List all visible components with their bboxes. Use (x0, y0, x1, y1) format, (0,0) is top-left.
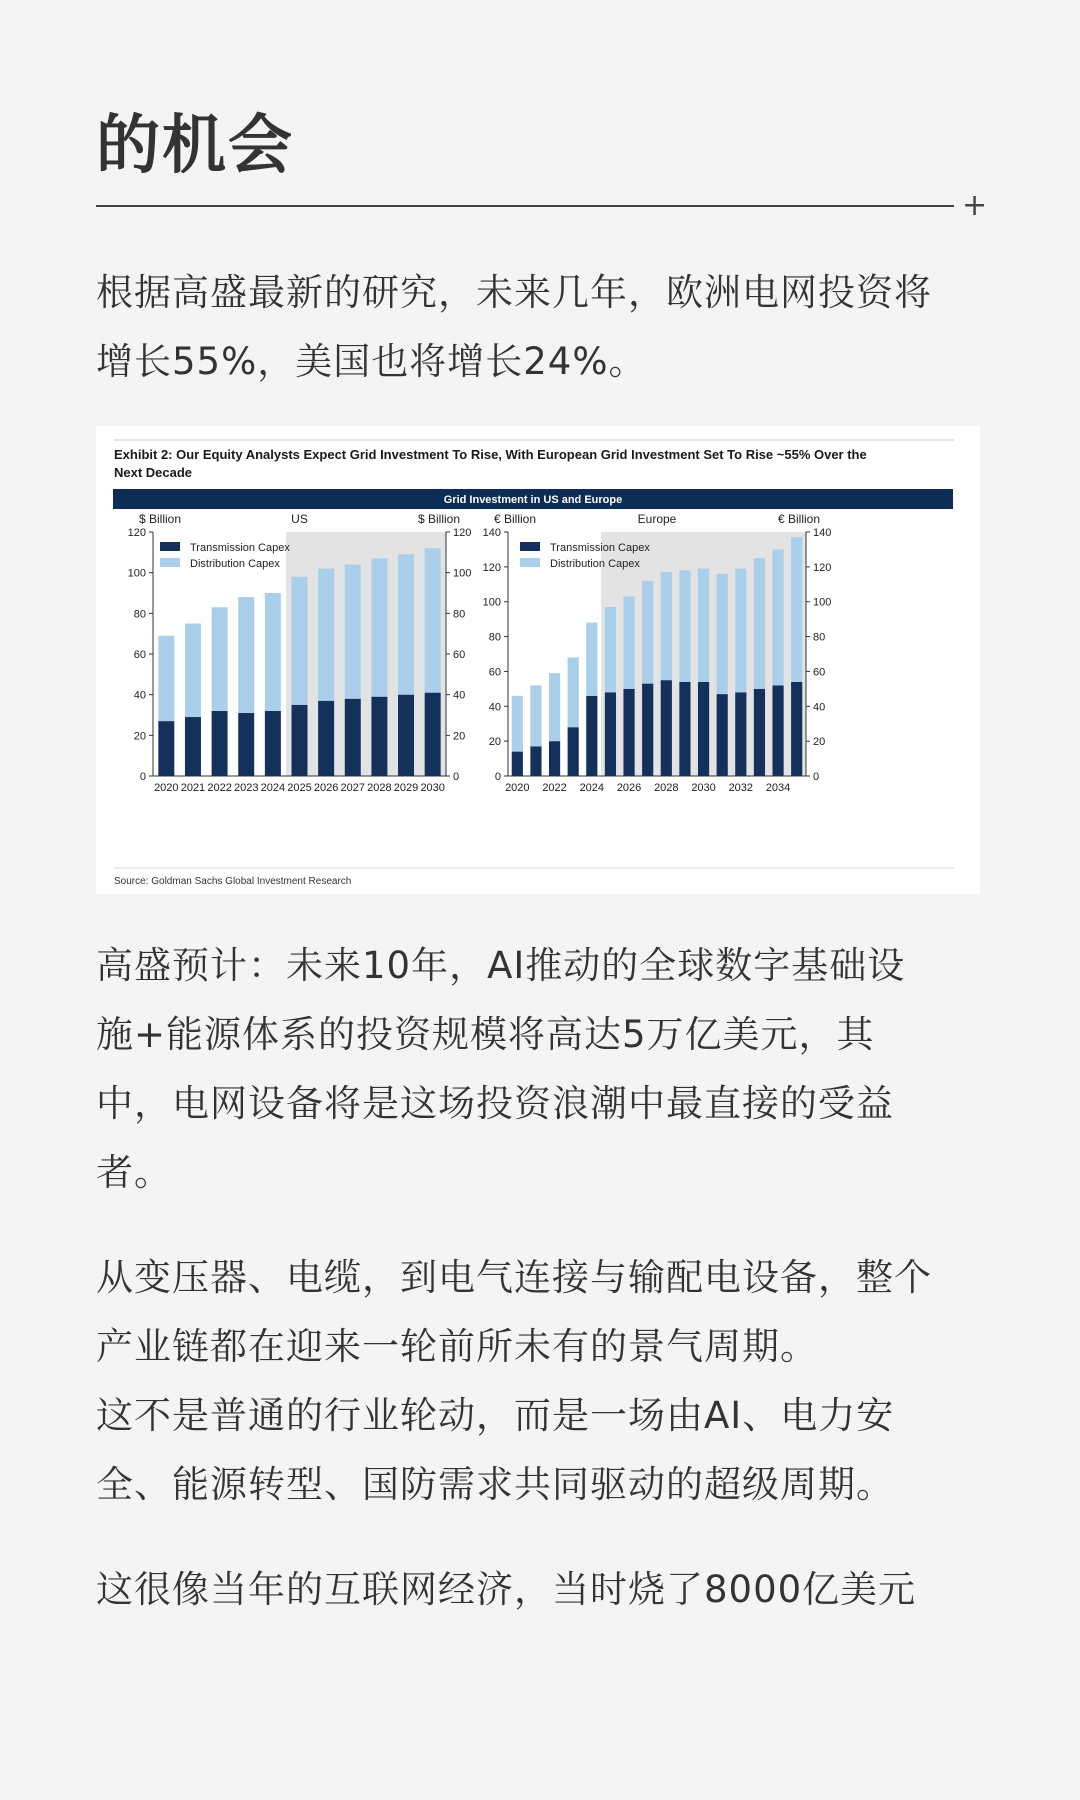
paragraph-line: 产业链都在迎来一轮前所未有的景气周期。 (96, 1325, 818, 1368)
x-tick-label: 2026 (616, 782, 642, 794)
y-tick-label: 40 (453, 689, 466, 702)
x-tick-label: 2029 (393, 782, 419, 794)
legend-swatch (520, 558, 540, 567)
x-tick-label: 2034 (765, 782, 791, 794)
y-tick-label: 60 (453, 649, 466, 661)
paragraph-line: 全、能源转型、国防需求共同驱动的超级周期。 (96, 1463, 894, 1506)
y-tick-label: 40 (488, 701, 501, 714)
bar-distribution (512, 696, 523, 752)
bar-distribution (772, 549, 783, 685)
bar-transmission (754, 689, 765, 776)
plus-icon[interactable]: + (962, 188, 988, 223)
x-tick-label: 2028 (367, 782, 392, 794)
paragraph-3 (96, 1243, 984, 1519)
y-tick-label: 20 (813, 736, 826, 749)
x-tick-label: 2022 (207, 782, 232, 794)
y-tick-label: 20 (133, 730, 146, 743)
x-tick-label: 2030 (420, 782, 445, 794)
bar-transmission (158, 721, 174, 776)
bar-distribution (754, 558, 765, 689)
y-tick-label: 40 (813, 701, 826, 714)
exhibit-title: Exhibit 2: Our Equity Analysts Expect Grid Investment To Rise, With European Grid Investment Set To Rise ~55% Over the (114, 447, 867, 462)
bar-distribution (212, 607, 228, 711)
y-tick-label: 140 (813, 527, 832, 539)
y-tick-label: 100 (813, 596, 832, 609)
x-tick-label: 2025 (287, 782, 312, 794)
legend-label: Transmission Capex (550, 542, 650, 554)
title-divider (96, 205, 954, 207)
paragraph-2 (96, 931, 984, 1207)
bar-distribution (679, 570, 690, 682)
y-axis-label: $ Billion (417, 512, 460, 526)
paragraph-line: 高盛预计：未来10年，AI推动的全球数字基础设 (96, 944, 906, 987)
y-tick-label: 60 (488, 666, 501, 679)
bar-transmission (425, 693, 441, 776)
y-tick-label: 20 (453, 730, 466, 743)
bar-transmission (698, 682, 709, 776)
bar-distribution (623, 596, 634, 688)
paragraph-line: 施+能源体系的投资规模将高达5万亿美元，其 (96, 1013, 875, 1056)
bar-transmission (265, 711, 281, 776)
paragraph-line: 根据高盛最新的研究，未来几年，欧洲电网投资将 (96, 271, 932, 314)
legend-label: Distribution Capex (190, 558, 280, 570)
bar-transmission (530, 746, 541, 776)
y-tick-label: 60 (133, 649, 146, 661)
bar-transmission (623, 689, 634, 776)
x-tick-label: 2032 (728, 782, 754, 794)
y-tick-label: 80 (488, 631, 501, 644)
bar-transmission (791, 682, 802, 776)
page-title: 的机会 (96, 109, 294, 183)
y-tick-label: 20 (488, 736, 501, 749)
exhibit-card (96, 426, 980, 894)
bar-distribution (661, 572, 672, 680)
paragraph-line: 增长55%，美国也将增长24%。 (96, 340, 647, 383)
bar-distribution (398, 554, 414, 694)
grid-investment-chart (96, 426, 980, 894)
paragraph-line: 中，电网设备将是这场投资浪潮中最直接的受益 (96, 1082, 894, 1125)
bar-distribution (605, 607, 616, 692)
bar-distribution (791, 537, 802, 682)
bar-distribution (425, 548, 441, 692)
chart-title: US (291, 512, 308, 526)
bar-transmission (549, 741, 560, 776)
y-tick-label: 120 (453, 527, 472, 539)
y-tick-label: 120 (127, 527, 146, 539)
exhibit-source: Source: Goldman Sachs Global Investment Research (114, 876, 352, 887)
y-tick-label: 0 (813, 771, 820, 783)
y-axis-label: € Billion (777, 512, 820, 526)
legend-swatch (520, 542, 540, 551)
bar-transmission (238, 713, 254, 776)
paragraph-line: 者。 (96, 1151, 172, 1194)
y-axis-label: € Billion (494, 512, 537, 526)
x-tick-label: 2028 (654, 782, 679, 794)
bar-distribution (530, 685, 541, 746)
bar-distribution (568, 657, 579, 727)
y-axis-label: $ Billion (139, 512, 182, 526)
bar-transmission (605, 692, 616, 776)
y-tick-label: 40 (133, 689, 146, 702)
bar-distribution (238, 597, 254, 713)
bar-transmission (717, 694, 728, 776)
bar-transmission (568, 727, 579, 776)
x-tick-label: 2024 (260, 782, 286, 794)
bar-transmission (679, 682, 690, 776)
legend-swatch (160, 558, 180, 567)
y-tick-label: 100 (127, 567, 146, 580)
x-tick-label: 2027 (340, 782, 366, 794)
bar-transmission (642, 684, 653, 776)
legend-swatch (160, 542, 180, 551)
y-tick-label: 140 (482, 527, 501, 539)
paragraph-4 (96, 1555, 984, 1624)
y-tick-label: 60 (813, 666, 826, 679)
bar-distribution (642, 581, 653, 684)
bar-distribution (698, 569, 709, 682)
y-tick-label: 120 (813, 561, 832, 574)
paragraph-line: 这不是普通的行业轮动，而是一场由AI、电力安 (96, 1394, 895, 1437)
x-tick-label: 2024 (579, 782, 605, 794)
legend-label: Transmission Capex (190, 542, 290, 554)
bar-transmission (345, 699, 361, 776)
y-tick-label: 100 (453, 567, 472, 580)
paragraph-1 (96, 258, 984, 396)
y-tick-label: 0 (453, 771, 460, 783)
x-tick-label: 2020 (505, 782, 530, 794)
bar-transmission (398, 695, 414, 776)
bar-distribution (549, 673, 560, 741)
bar-transmission (292, 705, 308, 776)
bar-distribution (345, 565, 361, 699)
exhibit-banner-text: Grid Investment in US and Europe (443, 494, 623, 506)
bar-distribution (735, 569, 746, 693)
bar-distribution (265, 593, 281, 711)
x-tick-label: 2020 (154, 782, 179, 794)
y-tick-label: 0 (139, 771, 146, 783)
bar-transmission (512, 752, 523, 776)
chart-title: Europe (637, 512, 677, 526)
bar-distribution (292, 577, 308, 705)
y-tick-label: 0 (494, 771, 501, 783)
y-tick-label: 80 (453, 608, 466, 621)
bar-transmission (735, 692, 746, 776)
bar-transmission (185, 717, 201, 776)
forecast-shade (286, 532, 446, 776)
bar-distribution (371, 558, 387, 696)
bar-transmission (661, 680, 672, 776)
x-tick-label: 2023 (233, 782, 259, 794)
exhibit-title: Next Decade (114, 465, 193, 480)
y-tick-label: 100 (482, 596, 501, 609)
x-tick-label: 2022 (542, 782, 567, 794)
bar-transmission (212, 711, 228, 776)
bar-distribution (586, 623, 597, 696)
bar-transmission (318, 701, 334, 776)
paragraph-line: 从变压器、电缆，到电气连接与输配电设备，整个 (96, 1256, 932, 1299)
paragraph-line: 这很像当年的互联网经济，当时烧了8000亿美元 (96, 1568, 917, 1611)
x-tick-label: 2030 (691, 782, 716, 794)
bar-distribution (318, 569, 334, 701)
bar-transmission (371, 697, 387, 776)
bar-distribution (185, 624, 201, 718)
bar-transmission (772, 685, 783, 776)
bar-distribution (717, 574, 728, 694)
y-tick-label: 80 (133, 608, 146, 621)
x-tick-label: 2026 (313, 782, 339, 794)
bar-transmission (586, 696, 597, 776)
x-tick-label: 2021 (180, 782, 206, 794)
y-tick-label: 80 (813, 631, 826, 644)
legend-label: Distribution Capex (550, 558, 640, 570)
bar-distribution (158, 636, 174, 721)
y-tick-label: 120 (482, 561, 501, 574)
